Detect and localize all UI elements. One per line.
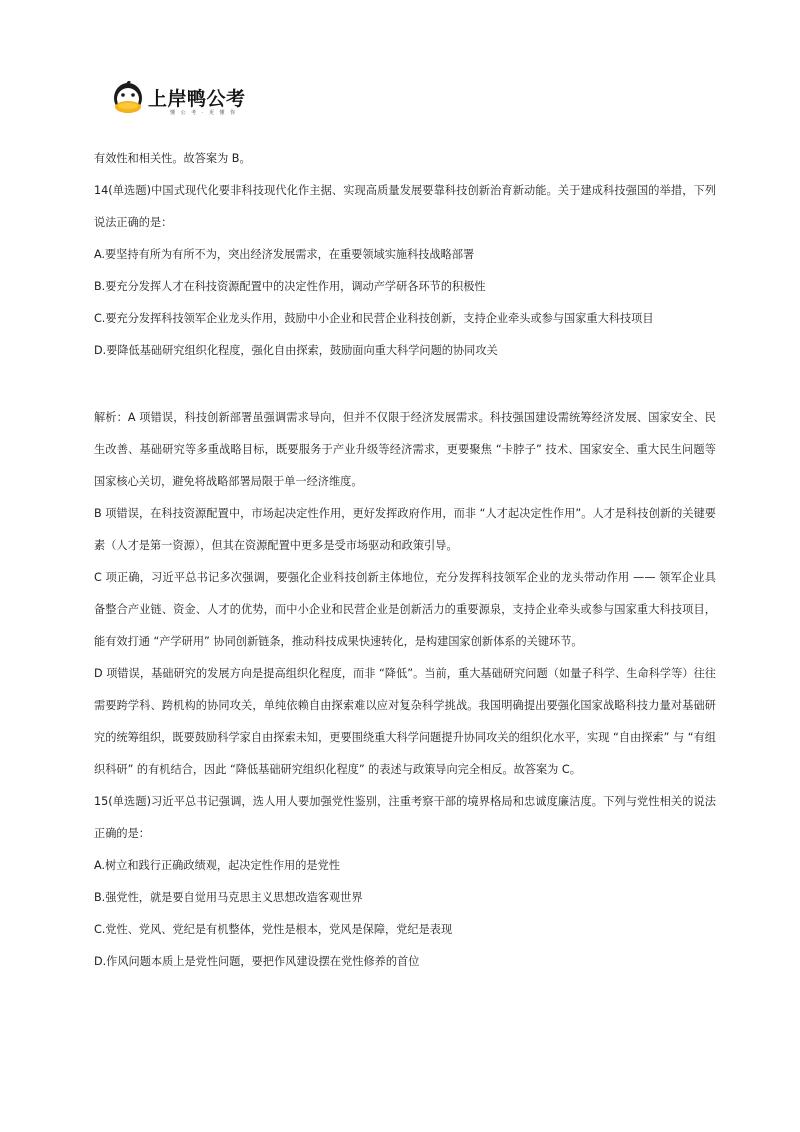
answer-line-q13: 有效性和相关性。故答案为 B。 (94, 152, 251, 165)
brand-name: 上岸鸭公考 (148, 88, 246, 110)
question-14-stem: 14(单选题)中国式现代化要非科技现代化作主据、实现高质量发展要靠科技创新治育新动能。关于建成科技强国的举措，下列说法正确的是： (94, 184, 716, 229)
analysis-option-b: B 项错误，在科技资源配置中，市场起决定性作用，更好发挥政府作用，而非 “人才起决定性作用”。人才是科技创新的关键要素（人才是第一资源），但其在资源配置中更多是受市场驱动和政策引导。 (94, 507, 716, 552)
analysis-option-a: 解析：A 项错误，科技创新部署虽强调需求导向，但并不仅限于经济发展需求。科技强国建设需统筹经济发展、国家安全、民生改善、基础研究等多重战略目标，既要服务于产业升级等经济需求，更要聚焦 “卡脖子” 技术、国家安全、重大民生问题等国家核心关切，避免将战略部署局限于单一经济维度。 (94, 411, 716, 488)
question-15-option-c: C.党性、党风、党纪是有机整体，党性是根本，党风是保障，党纪是表现 (94, 923, 453, 936)
duck-logo-icon (108, 78, 148, 118)
question-14-option-a: A.要坚持有所为有所不为，突出经济发展需求，在重要领域实施科技战略部署 (94, 248, 475, 261)
question-15-option-d: D.作风问题本质上是党性问题，要把作风建设摆在党性修养的首位 (94, 955, 420, 968)
paragraph-gap (94, 367, 716, 402)
analysis-option-c: C 项正确，习近平总书记多次强调，要强化企业科技创新主体地位，充分发挥科技领军企业的龙头带动作用 —— 领军企业具备整合产业链、资金、人才的优势，而中小企业和民营企业是创新活力的重要源泉，支持企业牵头或参与国家重大科技项目，能有效打通 “产学研用” 协同创新链条，推动科技成果快速转化，是构建国家创新体系的关键环节。 (94, 571, 716, 648)
document-body (94, 143, 716, 978)
question-15-option-a: A.树立和践行正确政绩观，起决定性作用的是党性 (94, 859, 340, 872)
question-14-option-c: C.要充分发挥科技领军企业龙头作用，鼓励中小企业和民营企业科技创新，支持企业牵头或参与国家重大科技项目 (94, 312, 654, 325)
brand-logo (108, 78, 258, 122)
analysis-option-d: D 项错误，基础研究的发展方向是提高组织化程度，而非 “降低”。当前，重大基础研究问题（如量子科学、生命科学等）往往需要跨学科、跨机构的协同攻关，单纯依赖自由探索难以应对复杂科学挑战。我国明确提出要强化国家战略科技力量对基础研究的统筹组织，既要鼓励科学家自由探索未知，更要围绕重大科学问题提升协同攻关的组织化水平，实现 “自由探索” 与 “有组织科研” 的有机结合，因此 “降低基础研究组织化程度” 的表述与政策导向完全相反。故答案为 C。 (94, 667, 716, 776)
question-15-stem: 15(单选题)习近平总书记强调，选人用人要加强党性鉴别，注重考察干部的境界格局和忠诚度廉洁度。下列与党性相关的说法正确的是： (94, 795, 716, 840)
brand-tagline: 懂 公 考 · 更 懂 你 (170, 110, 238, 116)
question-15-option-b: B.强党性，就是要自觉用马克思主义思想改造客观世界 (94, 891, 363, 904)
question-14-option-d: D.要降低基础研究组织化程度，强化自由探索，鼓励面向重大科学问题的协同攻关 (94, 344, 498, 357)
question-14-option-b: B.要充分发挥人才在科技资源配置中的决定性作用，调动产学研各环节的积极性 (94, 280, 486, 293)
